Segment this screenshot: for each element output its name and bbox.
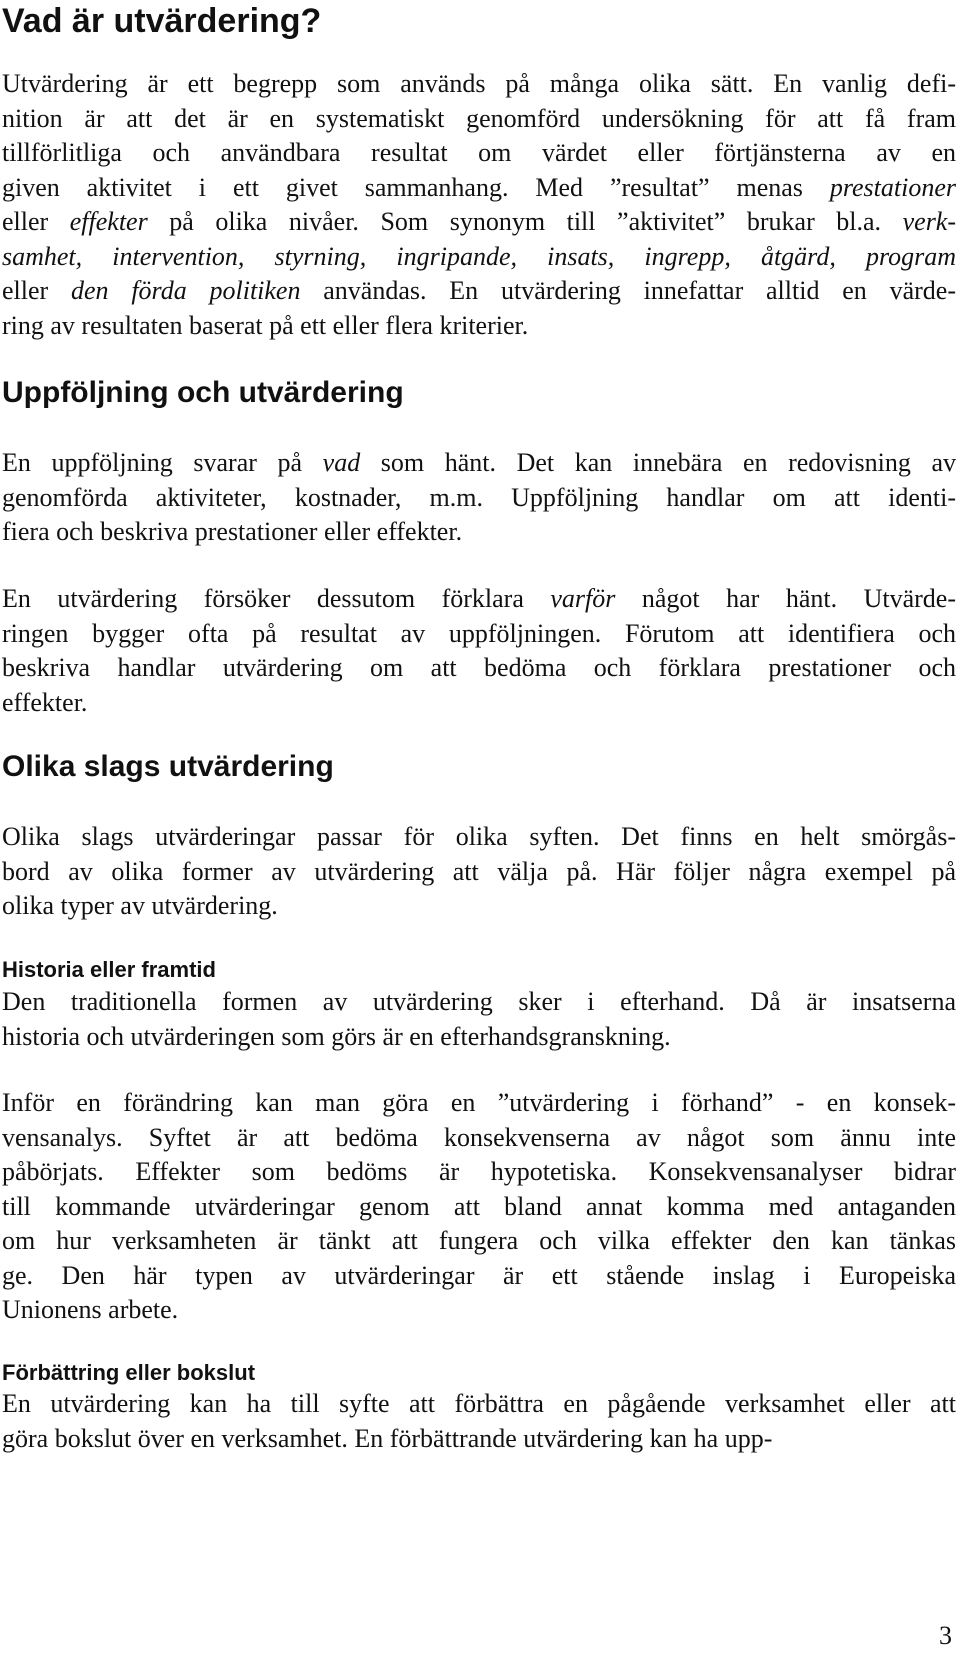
page-number: 3 [939, 1621, 952, 1650]
text-run: göra bokslut över en verksamhet. En förbättrande utvärdering kan ha upp- [2, 1423, 773, 1453]
text-run: användas. En utvärdering innefattar alltid en värde- [300, 276, 956, 305]
text-line [2, 855, 956, 890]
text-line [2, 171, 956, 206]
text-run: bord av olika former av utvärdering att välja på. Här följer några exempel på [2, 856, 956, 886]
italic-term: prestationer [829, 172, 956, 202]
text-line [2, 1224, 956, 1259]
text-line [2, 582, 956, 617]
text-line [2, 1155, 956, 1190]
text-run: om hur verksamheten är tänkt att fungera och vilka effekter den kan tänkas [2, 1226, 956, 1255]
text-line [2, 481, 956, 516]
italic-term: vad [322, 448, 361, 477]
text-line [2, 446, 956, 481]
text-run: fiera och beskriva prestationer eller effekter. [2, 517, 463, 546]
text-line [2, 1190, 956, 1225]
text-line [2, 515, 956, 550]
text-run: En uppföljning svarar på [2, 448, 323, 477]
text-line [2, 985, 956, 1020]
text-line [2, 686, 956, 721]
text-line [2, 820, 956, 855]
text-line [2, 1293, 956, 1328]
text-run: påbörjats. Effekter som bedöms är hypotetiska. Konsekvensanalyser bidrar [2, 1157, 956, 1186]
text-line [2, 67, 956, 102]
text-line [2, 889, 956, 924]
text-run: given aktivitet i ett givet sammanhang. Med ”resultat” menas [2, 172, 830, 202]
text-line [2, 274, 956, 309]
paragraph-forklara [2, 582, 956, 720]
text-run: beskriva handlar utvärdering om att bedöma och förklara prestationer och [2, 653, 956, 682]
paragraph-historia [2, 985, 956, 1054]
text-run: Unionens arbete. [2, 1295, 179, 1324]
text-run: genomförda aktiviteter, kostnader, m.m. Uppföljning handlar om att identi- [2, 482, 956, 512]
text-run: effekter. [2, 687, 88, 717]
text-run: tillförlitliga och användbara resultat om värdet eller förtjänsterna av en [2, 138, 956, 167]
page-title: Vad är utvärdering? [2, 2, 322, 40]
heading-olika-slags: Olika slags utvärdering [2, 750, 334, 783]
text-run: Utvärdering är ett begrepp som används på många olika sätt. En vanlig defi- [2, 69, 956, 98]
text-line [2, 1121, 956, 1156]
heading-uppfoljning: Uppföljning och utvärdering [2, 376, 404, 409]
text-run: ge. Den här typen av utvärderingar är ett stående inslag i Europeiska [2, 1260, 956, 1290]
text-run: Den traditionella formen av utvärdering sker i efterhand. Då är insatserna [2, 987, 956, 1016]
italic-term: effekter [69, 207, 148, 236]
text-line [2, 136, 956, 171]
text-run: olika typer av utvärdering. [2, 891, 278, 920]
text-run: En utvärdering kan ha till syfte att förbättra en pågående verksamhet eller att [2, 1389, 956, 1418]
text-line [2, 1387, 956, 1422]
text-run: vensanalys. Syftet är att bedöma konsekvenserna av något som ännu inte [2, 1122, 956, 1152]
text-line [2, 1259, 956, 1294]
paragraph-olika-syften [2, 820, 956, 924]
text-run: ringen bygger ofta på resultat av uppföljningen. Förutom att identifiera och [2, 618, 956, 648]
italic-term: samhet, intervention, styrning, ingripande, insats, ingrepp, åtgärd, program [2, 241, 956, 271]
text-run: ring av resultaten baserat på ett eller flera kriterier. [2, 310, 529, 340]
text-run: till kommande utvärderingar genom att bland annat komma med antaganden [2, 1191, 956, 1221]
text-run: som hänt. Det kan innebära en redovisning av [360, 448, 957, 477]
text-run: eller [2, 276, 71, 305]
text-line [2, 1422, 956, 1457]
heading-historia: Historia eller framtid [2, 957, 216, 982]
text-line [2, 617, 956, 652]
text-line [2, 1086, 956, 1121]
heading-forbattring: Förbättring eller bokslut [2, 1360, 256, 1385]
paragraph-konsekvensanalys [2, 1086, 956, 1328]
paragraph-forbattring [2, 1387, 956, 1456]
text-run: på olika nivåer. Som synonym till ”aktivitet” brukar bl.a. [147, 207, 903, 236]
text-run: historia och utvärderingen som görs är en efterhandsgranskning. [2, 1021, 671, 1051]
text-run: nition är att det är en systematiskt genomförd undersökning för att få fram [2, 103, 956, 133]
text-run: något har hänt. Utvärde- [615, 584, 956, 613]
paragraph-definition [2, 67, 956, 343]
text-line [2, 205, 956, 240]
italic-term: den förda politiken [70, 276, 301, 305]
paragraph-uppfoljning [2, 446, 956, 550]
italic-term: verk- [902, 207, 957, 236]
text-line [2, 651, 956, 686]
text-run: Inför en förändring kan man göra en ”utvärdering i förhand” - en konsek- [2, 1088, 956, 1117]
italic-term: varför [550, 584, 616, 613]
text-run: En utvärdering försöker dessutom förklara [2, 584, 551, 613]
text-line [2, 102, 956, 137]
text-run: eller [2, 207, 70, 236]
text-line [2, 309, 956, 344]
text-line [2, 1020, 956, 1055]
text-run: Olika slags utvärderingar passar för olika syften. Det finns en helt smörgås- [2, 822, 956, 851]
text-line [2, 240, 956, 275]
